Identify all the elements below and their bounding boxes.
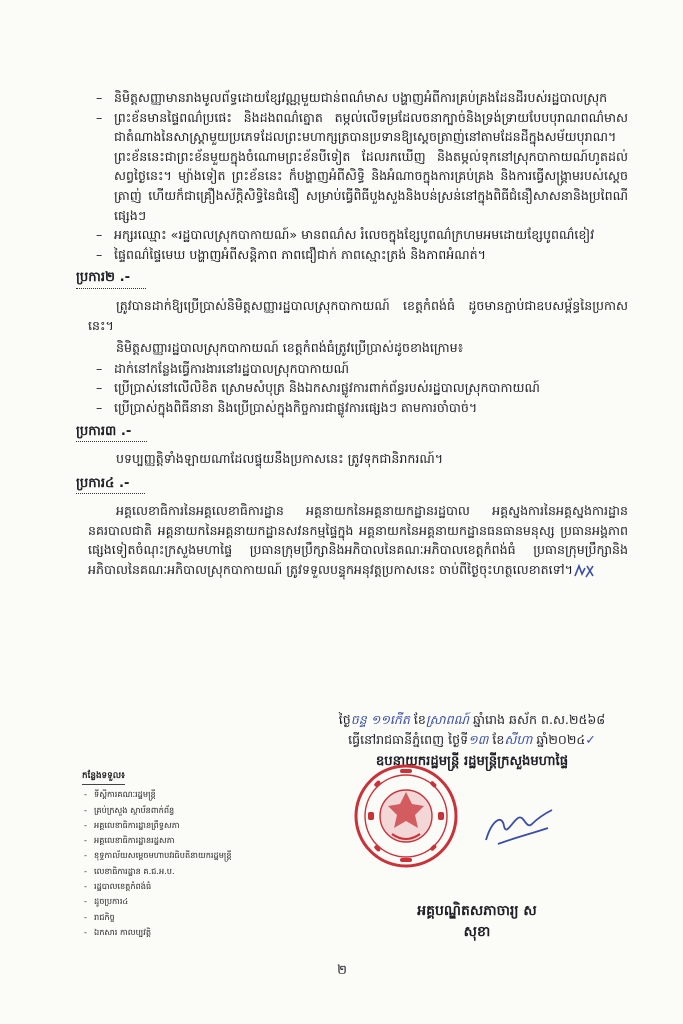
list-item: - លេខាធិការដ្ឋាន គ.ជ.អ.ប. [82,864,312,879]
list-item: - ឯកសារ កាលប្បវត្តិ [82,925,312,940]
emblem-description-list [88,88,628,264]
place-prefix: ធ្វើនៅរាជធានីភ្នំពេញ ថ្ងៃទី [348,732,469,747]
lunar-year: ឆ្នាំរោង ឆស័ក ព.ស.២៥៦៨ [472,712,606,727]
list-item: - ដូចប្រការ៤ [82,894,312,909]
greg-month-prefix: ខែ [492,732,505,747]
article-3-heading: ប្រការ៣ .- [76,422,147,443]
article-2-heading: ប្រការ២ .- [76,268,146,289]
lunar-day: ១១កើត [370,712,410,727]
handwritten-initials-icon [573,562,595,580]
list-item: - គ្រប់ក្រសួង ស្ថាប័នពាក់ព័ន្ធ [82,803,312,818]
list-item: – ផ្ទៃពណ៌ផ្ទៃមេឃ បង្ហាញអំពីសន្តិភាព ភាពជឿជាក់ ភាពស្មោះត្រង់ និងភាពអំណត់។ [88,245,628,265]
official-seal-icon [352,762,460,870]
greg-month: សីហា [504,732,533,747]
article-2-intro: និមិត្តសញ្ញារដ្ឋបាលស្រុកបាកាយណ៍ ខេត្តកំពង់ធំត្រូវប្រើប្រាស់ដូចខាងក្រោម៖ [116,340,464,356]
recipients-list [82,787,312,940]
document-body [76,88,628,583]
greg-year: ឆ្នាំ២០២៤ [536,732,586,747]
article-2-paragraph: ត្រូវបានដាក់ឱ្យប្រើប្រាស់និមិត្តសញ្ញារដ្ឋបាលស្រុកបាកាយណ៍ ខេត្តកំពង់ធំ ដូចមានភ្ជាប់ជាឧបសម្ព័ន្ធនៃប្រកាសនេះ។ [88,297,628,333]
article-4-paragraph [88,501,628,579]
signatory-title: ឧបនាយករដ្ឋមន្ត្រី រដ្ឋមន្ត្រីក្រសួងមហាផ្ទៃ [375,754,569,769]
list-item: - អគ្គលេខាធិការដ្ឋានរដ្ឋសភា [82,833,312,848]
list-item: – ដាក់នៅកន្លែងធ្វើការងារនៅរដ្ឋបាលស្រុកបាកាយណ៍ [88,359,628,379]
check-mark-icon: ✓ [585,732,596,747]
lunar-weekday: ចន្ទ [350,712,367,727]
lunar-date [292,710,652,730]
list-item: - ខុទ្ទកាល័យសម្តេចមហាបវរធិបតីនាយករដ្ឋមន្ត្រី [82,848,312,863]
recipients-block [82,768,312,940]
list-item: – ប្រើប្រាស់នៅលើលិខិត ស្រោមសំបុត្រ និងឯកសារផ្លូវការពាក់ព័ន្ធរបស់រដ្ឋបាលស្រុកបាកាយណ៍ [88,378,628,398]
list-item: – ព្រះខ័នមានផ្ទៃពណ៌ប្រផេះ និងដងពណ៌ត្នោត តម្កល់លើទម្រដែលចនាក្បាច់និងទ្រង់ទ្រាយបែបបុរាណពណ៌មាស ជាតំណាងនៃសាស្ត្រាមួយប្រភេទដែលព្រះមហាក្សត្របានប្រទានឱ្យស្តេចត្រាញ់នៅតាមដែនដីក្នុងសម័យបុរាណ។ ព្រះខ័ននេះជាព្រះខ័នមួយក្នុងចំណោមព្រះខ័នបីទៀត ដែលរកឃើញ និងតម្កល់ទុកនៅស្រុកបាកាយណ៍ហូតដល់សព្វថ្ងៃនេះ។ ម្យ៉ាងទៀត ព្រះខ័ននេះ ក៏បង្ហាញអំពីសិទ្ធិ និងអំណាចក្នុងការគ្រប់គ្រង និងការធ្វើសង្គ្រាមរបស់ស្តេចត្រាញ់ ហើយក៏ជាគ្រឿងស័ក្តិសិទ្ធិនៃជំនឿ សម្រាប់ធ្វើពិធីបួងសួងនិងបន់ស្រន់នៅក្នុងពិធីជំនឿសាសនានិងប្រពៃណីផ្សេងៗ [88,108,628,226]
list-item: - ទីស្តីការគណៈរដ្ឋមន្ត្រី [82,787,312,802]
lunar-month-prefix: ខែ [413,712,426,727]
page-number: ២ [337,963,347,978]
date-block [292,710,652,772]
usage-list [88,359,628,418]
list-item: - រាជកិច្ច [82,910,312,925]
signature-icon [478,800,558,856]
signatory-name: អគ្គបណ្ឌិតសភាចារ្យ ស សុខា [417,903,537,940]
greg-day: ១៣ [468,732,489,747]
article-3-paragraph: បទប្បញ្ញត្តិទាំងឡាយណាដែលផ្ទុយនឹងប្រកាសនេះ ត្រូវទុកជានិរាករណ៍។ [116,451,444,467]
list-item: - រដ្ឋបាលខេត្តកំពង់ធំ [82,879,312,894]
lunar-month: ស្រាពណ៍ [425,712,469,727]
list-item: – អក្សរឈ្មោះ «រដ្ឋបាលស្រុកបាកាយណ៍» មានពណ៌ស រំលេចក្នុងខ្សែបូពណ៌ក្រហមអមដោយខ្សែបូពណ៌ខៀវ [88,225,628,245]
recipients-title: កន្លែងទទួល៖ [82,769,125,785]
article-4-text: អគ្គលេខាធិការនៃអគ្គលេខាធិការដ្ឋាន អគ្គនាយកនៃអគ្គនាយកដ្ឋានរដ្ឋបាល អគ្គស្នងការនៃអគ្គស្នងការដ្ឋាននគរបាលជាតិ អគ្គនាយកនៃអគ្គនាយកដ្ឋានសវនកម្មផ្ទៃក្នុង អគ្គនាយកនៃអគ្គនាយកដ្ឋានធនធានមនុស្ស ប្រធានអង្គភាពផ្សេងទៀតចំណុះក្រសួងមហាផ្ទៃ ប្រធានក្រុមប្រឹក្សានិងអភិបាលនៃគណៈអភិបាលខេត្តកំពង់ធំ ប្រធានក្រុមប្រឹក្សានិងអភិបាលនៃគណៈអភិបាលស្រុកបាកាយណ៍ ត្រូវទទួលបន្ទុកអនុវត្តប្រកាសនេះ ចាប់ពីថ្ងៃចុះហត្ថលេខាតទៅ។ [88,503,628,578]
article-4-heading: ប្រការ៤ .- [76,474,145,495]
lunar-prefix: ថ្ងៃ [338,712,351,727]
list-item: - អគ្គលេខាធិការដ្ឋានព្រឹទ្ធសភា [82,818,312,833]
gregorian-date [292,730,652,750]
list-item: – និមិត្តសញ្ញាមានរាងមូលព័ទ្ធដោយខ្សែវណ្ណមួយជាន់ពណ៌មាស បង្ហាញអំពីការគ្រប់គ្រងដែនដីរបស់រដ្ឋបាលស្រុក [88,88,628,108]
list-item: – ប្រើប្រាស់ក្នុងពិធីនានា និងប្រើប្រាស់ក្នុងកិច្ចការជាផ្លូវការផ្សេងៗ តាមការចាំបាច់។ [88,398,628,418]
